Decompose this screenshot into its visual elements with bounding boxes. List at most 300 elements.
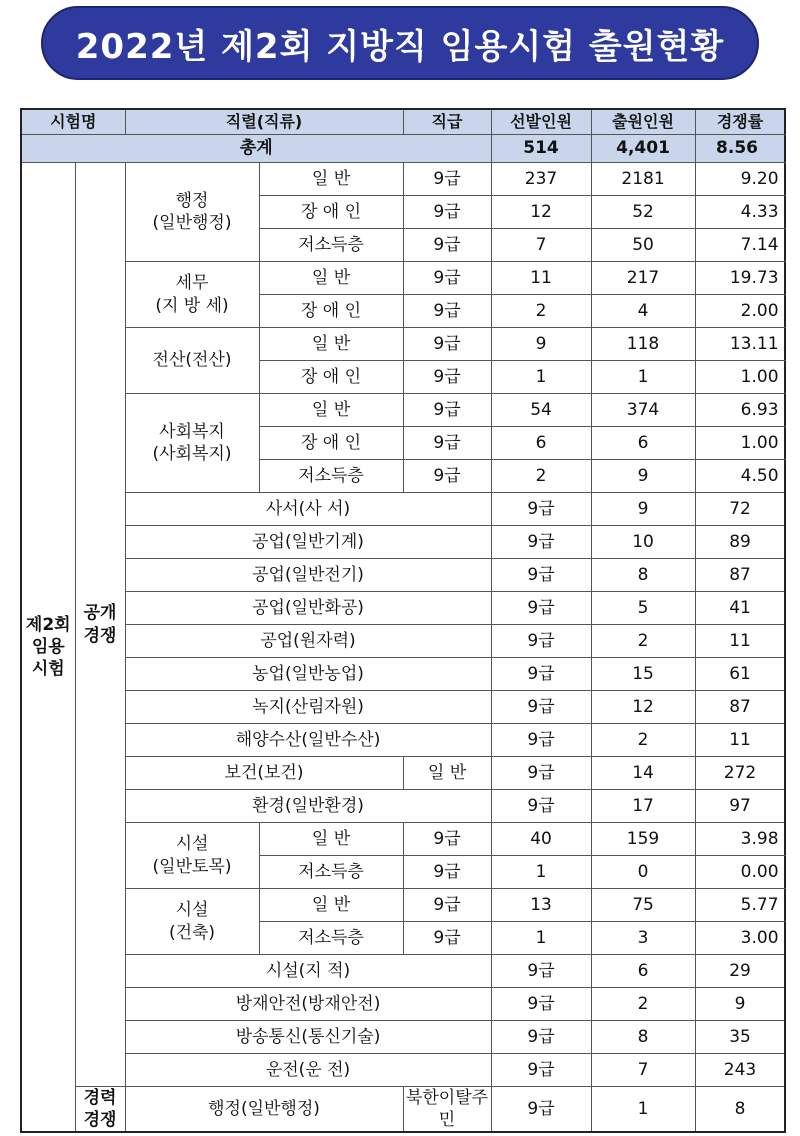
sub-type-cell-text: 일 반 xyxy=(427,762,467,783)
grade-cell-text: 9급 xyxy=(527,1026,555,1047)
applicants-cell xyxy=(591,163,695,196)
grade-cell-text: 9급 xyxy=(527,993,555,1014)
series-group-haengjeong xyxy=(125,163,259,262)
grade-cell-text: 9급 xyxy=(433,267,461,288)
grade-cell-text: 9급 xyxy=(433,927,461,948)
ratio-cell-text: 13.11 xyxy=(729,333,779,354)
ratio-cell-text: 7.14 xyxy=(740,234,779,255)
grade-cell-text: 9급 xyxy=(527,564,555,585)
applicants-cell-text: 11 xyxy=(729,630,751,651)
applicants-cell xyxy=(695,559,785,592)
sub-type-cell-text: 저소득층 xyxy=(298,927,364,948)
series-cell-text: 공업(원자력) xyxy=(260,630,356,651)
ratio-cell-text: 19.73 xyxy=(729,267,779,288)
selected-cell xyxy=(491,196,591,229)
table-row xyxy=(21,625,785,658)
applicants-cell-text: 29 xyxy=(729,960,751,981)
sub-type-cell xyxy=(259,922,403,955)
applicants-cell xyxy=(591,229,695,262)
selected-cell-text: 1 xyxy=(535,927,547,948)
applicants-cell xyxy=(591,823,695,856)
selected-cell-text: 7 xyxy=(535,234,547,255)
ratio-cell xyxy=(695,889,785,922)
applicants-cell-text: 217 xyxy=(626,267,660,288)
sub-type-cell xyxy=(259,427,403,460)
career-competition-label xyxy=(75,1087,125,1133)
series-cell xyxy=(125,1054,491,1087)
sub-type-cell-text: 장 애 인 xyxy=(300,201,362,222)
selected-cell xyxy=(591,559,695,592)
applicants-cell xyxy=(695,1087,785,1133)
series-cell-text: 방송통신(통신기술) xyxy=(235,1026,381,1047)
selected-cell-text: 2 xyxy=(637,729,649,750)
header-ratio: 경쟁률 xyxy=(695,109,785,135)
grade-cell-text: 9급 xyxy=(527,630,555,651)
ratio-cell-text: 3.98 xyxy=(740,828,779,849)
applicants-cell-text: 3 xyxy=(637,927,649,948)
series-group-sisul-geonchuk xyxy=(125,889,259,955)
selected-cell-text: 11 xyxy=(530,267,552,288)
grade-cell xyxy=(491,724,591,757)
grade-cell xyxy=(403,361,491,394)
sub-type-cell xyxy=(259,889,403,922)
applicants-cell-text: 11 xyxy=(729,729,751,750)
selected-cell-text: 2 xyxy=(637,630,649,651)
header-exam-name: 시험명 xyxy=(21,109,125,135)
selected-cell xyxy=(491,229,591,262)
applicants-cell-text: 8 xyxy=(734,1099,746,1120)
applicants-cell xyxy=(695,1021,785,1054)
series-cell xyxy=(125,658,491,691)
series-cell-text: 운전(운 전) xyxy=(265,1059,351,1080)
applicants-cell-text: 118 xyxy=(626,333,660,354)
applicants-cell xyxy=(591,295,695,328)
grade-cell xyxy=(491,1087,591,1133)
table-row xyxy=(21,1021,785,1054)
selected-cell xyxy=(591,724,695,757)
applicants-cell-text: 89 xyxy=(729,531,751,552)
selected-cell-text: 2 xyxy=(535,300,547,321)
grade-cell xyxy=(491,790,591,823)
selected-cell xyxy=(491,823,591,856)
grade-cell xyxy=(403,922,491,955)
sub-type-cell-text: 저소득층 xyxy=(298,465,364,486)
table-row xyxy=(21,691,785,724)
series-group-jeonsan-text: 전산(전산) xyxy=(152,350,232,371)
sub-type-cell-text: 장 애 인 xyxy=(300,432,362,453)
grade-cell xyxy=(491,559,591,592)
grade-cell xyxy=(403,196,491,229)
sub-type-cell-text: 일 반 xyxy=(311,894,351,915)
grade-cell xyxy=(491,526,591,559)
grade-cell xyxy=(403,262,491,295)
series-cell-text: 방재안전(방재안전) xyxy=(235,993,381,1014)
applicant-table xyxy=(20,108,786,1133)
ratio-cell xyxy=(695,460,785,493)
sub-type-cell-text: 일 반 xyxy=(311,267,351,288)
grade-cell-text: 9급 xyxy=(433,333,461,354)
series-group-sisul-geonchuk-text: 시설 (건축) xyxy=(168,900,216,943)
sub-type-cell-text: 장 애 인 xyxy=(300,300,362,321)
applicants-cell xyxy=(695,790,785,823)
grade-cell-text: 9급 xyxy=(527,762,555,783)
applicants-cell xyxy=(591,394,695,427)
applicants-cell-text: 6 xyxy=(637,432,649,453)
applicants-cell-text: 4 xyxy=(637,300,649,321)
grade-cell-text: 9급 xyxy=(433,894,461,915)
grade-cell-text: 9급 xyxy=(433,201,461,222)
ratio-cell xyxy=(695,295,785,328)
selected-cell-text: 237 xyxy=(524,168,558,189)
applicants-cell-text: 374 xyxy=(626,399,660,420)
grade-cell xyxy=(491,592,591,625)
grade-cell xyxy=(491,955,591,988)
selected-cell-text: 1 xyxy=(535,861,547,882)
applicants-cell xyxy=(591,856,695,889)
selected-cell xyxy=(591,757,695,790)
grade-cell xyxy=(491,1054,591,1087)
header-grade: 직급 xyxy=(403,109,491,135)
sub-type-cell-text: 저소득층 xyxy=(298,861,364,882)
sub-type-cell xyxy=(259,394,403,427)
table-row xyxy=(21,592,785,625)
selected-cell-text: 17 xyxy=(632,795,654,816)
grade-cell xyxy=(403,823,491,856)
ratio-cell-text: 4.50 xyxy=(740,465,779,486)
ratio-cell-text: 9.20 xyxy=(740,168,779,189)
series-group-semu xyxy=(125,262,259,328)
series-cell xyxy=(125,724,491,757)
series-cell xyxy=(125,757,403,790)
applicants-cell xyxy=(695,493,785,526)
applicants-cell xyxy=(695,658,785,691)
sub-type-cell xyxy=(403,1087,491,1133)
sub-type-cell xyxy=(259,163,403,196)
sub-type-cell xyxy=(259,856,403,889)
total-row xyxy=(21,135,785,163)
applicants-cell xyxy=(695,592,785,625)
sub-type-cell-text: 저소득층 xyxy=(298,234,364,255)
selected-cell-text: 7 xyxy=(637,1059,649,1080)
series-cell xyxy=(125,526,491,559)
ratio-cell xyxy=(695,856,785,889)
applicants-cell-text: 61 xyxy=(729,663,751,684)
sub-type-cell xyxy=(259,229,403,262)
applicants-cell-text: 0 xyxy=(637,861,649,882)
ratio-cell-text: 1.00 xyxy=(740,366,779,387)
applicants-cell-text: 50 xyxy=(632,234,654,255)
selected-cell xyxy=(591,625,695,658)
applicants-cell-text: 243 xyxy=(723,1059,757,1080)
series-cell-text: 사서(사 서) xyxy=(265,498,351,519)
selected-cell xyxy=(591,988,695,1021)
grade-cell xyxy=(491,691,591,724)
series-cell-text: 농업(일반농업) xyxy=(252,663,364,684)
grade-cell-text: 9급 xyxy=(433,828,461,849)
ratio-cell xyxy=(695,922,785,955)
applicants-cell-text: 272 xyxy=(723,762,757,783)
series-cell xyxy=(125,790,491,823)
series-cell xyxy=(125,1021,491,1054)
sub-type-cell xyxy=(259,295,403,328)
grade-cell xyxy=(403,460,491,493)
selected-cell-text: 40 xyxy=(530,828,552,849)
grade-cell xyxy=(403,295,491,328)
grade-cell xyxy=(403,163,491,196)
selected-cell xyxy=(591,955,695,988)
sub-type-cell xyxy=(259,196,403,229)
sub-type-cell-text: 일 반 xyxy=(311,399,351,420)
sub-type-cell xyxy=(259,328,403,361)
sub-type-cell-text: 일 반 xyxy=(311,168,351,189)
selected-cell-text: 9 xyxy=(637,498,649,519)
open-competition-label xyxy=(75,163,125,1087)
grade-cell xyxy=(403,889,491,922)
series-cell xyxy=(125,691,491,724)
grade-cell xyxy=(491,493,591,526)
ratio-cell xyxy=(695,394,785,427)
series-group-jeonsan xyxy=(125,328,259,394)
selected-cell-text: 1 xyxy=(637,1099,649,1120)
ratio-cell-text: 4.33 xyxy=(740,201,779,222)
series-group-sisul-tomok xyxy=(125,823,259,889)
grade-cell-text: 9급 xyxy=(527,960,555,981)
header-row xyxy=(21,109,785,135)
grade-cell xyxy=(491,1021,591,1054)
table-row xyxy=(21,1054,785,1087)
grade-cell-text: 9급 xyxy=(433,861,461,882)
series-cell-text: 보건(보건) xyxy=(224,762,304,783)
applicants-cell xyxy=(591,460,695,493)
ratio-cell-text: 2.00 xyxy=(740,300,779,321)
selected-cell-text: 6 xyxy=(535,432,547,453)
table-row xyxy=(21,823,785,856)
table-row xyxy=(21,889,785,922)
grade-cell-text: 9급 xyxy=(527,597,555,618)
applicants-cell-text: 87 xyxy=(729,696,751,717)
table-row xyxy=(21,394,785,427)
series-cell-text: 녹지(산림자원) xyxy=(252,696,364,717)
grade-cell-text: 9급 xyxy=(527,729,555,750)
grade-cell xyxy=(491,757,591,790)
header-selected: 선발인원 xyxy=(491,109,591,135)
series-cell-text: 해양수산(일반수산) xyxy=(235,729,381,750)
ratio-cell-text: 3.00 xyxy=(740,927,779,948)
ratio-cell xyxy=(695,229,785,262)
series-cell-text: 공업(일반전기) xyxy=(252,564,364,585)
sub-type-cell xyxy=(259,460,403,493)
series-cell xyxy=(125,592,491,625)
selected-cell xyxy=(591,790,695,823)
grade-cell-text: 9급 xyxy=(433,432,461,453)
applicants-cell-text: 75 xyxy=(632,894,654,915)
selected-cell xyxy=(591,1054,695,1087)
selected-cell-text: 12 xyxy=(530,201,552,222)
series-cell-text: 공업(일반화공) xyxy=(252,597,364,618)
selected-cell-text: 5 xyxy=(637,597,649,618)
total-applicants: 4,401 xyxy=(591,135,695,163)
applicants-cell xyxy=(591,889,695,922)
grade-cell-text: 9급 xyxy=(433,399,461,420)
selected-cell xyxy=(491,922,591,955)
table-row xyxy=(21,262,785,295)
selected-cell-text: 54 xyxy=(530,399,552,420)
series-cell xyxy=(125,559,491,592)
selected-cell xyxy=(491,460,591,493)
sub-type-cell-text: 장 애 인 xyxy=(300,366,362,387)
applicants-cell-text: 2181 xyxy=(621,168,665,189)
applicants-cell xyxy=(695,988,785,1021)
series-cell xyxy=(125,493,491,526)
grade-cell xyxy=(403,856,491,889)
applicants-cell-text: 41 xyxy=(729,597,751,618)
series-cell-text: 환경(일반환경) xyxy=(252,795,364,816)
grade-cell-text: 9급 xyxy=(527,696,555,717)
page-title: 2022년 제2회 지방직 임용시험 출원현황 xyxy=(41,6,759,80)
grade-cell xyxy=(403,394,491,427)
applicants-cell xyxy=(695,625,785,658)
selected-cell-text: 10 xyxy=(632,531,654,552)
table-row xyxy=(21,1087,785,1133)
open-competition-label-text: 공개 경쟁 xyxy=(83,603,117,646)
selected-cell xyxy=(491,328,591,361)
exam-label-text: 제2회 임용 시험 xyxy=(25,614,71,680)
total-ratio: 8.56 xyxy=(695,135,785,163)
selected-cell xyxy=(491,856,591,889)
selected-cell-text: 8 xyxy=(637,564,649,585)
grade-cell xyxy=(403,427,491,460)
grade-cell xyxy=(491,658,591,691)
ratio-cell xyxy=(695,427,785,460)
series-group-bokji-text: 사회복지 (사회복지) xyxy=(152,421,232,464)
applicants-cell-text: 159 xyxy=(626,828,660,849)
selected-cell xyxy=(591,493,695,526)
selected-cell xyxy=(491,361,591,394)
ratio-cell-text: 0.00 xyxy=(740,861,779,882)
series-cell-text: 행정(일반행정) xyxy=(208,1099,320,1120)
applicants-cell xyxy=(695,1054,785,1087)
selected-cell-text: 8 xyxy=(637,1026,649,1047)
table-row xyxy=(21,988,785,1021)
applicants-cell xyxy=(591,427,695,460)
exam-label xyxy=(21,163,75,1133)
table-row xyxy=(21,757,785,790)
ratio-cell xyxy=(695,823,785,856)
grade-cell-text: 9급 xyxy=(433,234,461,255)
grade-cell xyxy=(491,988,591,1021)
table-row xyxy=(21,526,785,559)
applicants-cell xyxy=(591,262,695,295)
selected-cell xyxy=(591,1087,695,1133)
career-competition-label-text: 경력 경쟁 xyxy=(83,1088,117,1131)
selected-cell-text: 14 xyxy=(632,762,654,783)
selected-cell xyxy=(491,427,591,460)
selected-cell xyxy=(491,889,591,922)
selected-cell xyxy=(591,658,695,691)
table-row xyxy=(21,559,785,592)
sub-type-cell xyxy=(259,361,403,394)
grade-cell-text: 9급 xyxy=(433,300,461,321)
ratio-cell xyxy=(695,328,785,361)
selected-cell-text: 2 xyxy=(637,993,649,1014)
applicants-cell-text: 87 xyxy=(729,564,751,585)
selected-cell xyxy=(591,526,695,559)
sub-type-cell xyxy=(259,262,403,295)
selected-cell-text: 9 xyxy=(535,333,547,354)
grade-cell-text: 9급 xyxy=(527,663,555,684)
applicants-cell-text: 9 xyxy=(734,993,746,1014)
ratio-cell-text: 5.77 xyxy=(740,894,779,915)
applicants-cell-text: 97 xyxy=(729,795,751,816)
table-row xyxy=(21,658,785,691)
header-series: 직렬(직류) xyxy=(125,109,403,135)
sub-type-cell xyxy=(403,757,491,790)
series-group-sisul-tomok-text: 시설 (일반토목) xyxy=(152,834,232,877)
series-cell xyxy=(125,988,491,1021)
applicants-cell xyxy=(695,955,785,988)
selected-cell xyxy=(491,163,591,196)
ratio-cell xyxy=(695,196,785,229)
grade-cell xyxy=(403,229,491,262)
series-group-haengjeong-text: 행정 (일반행정) xyxy=(152,190,232,233)
selected-cell xyxy=(491,262,591,295)
sub-type-cell-text: 북한이탈주민 xyxy=(405,1088,489,1131)
applicants-cell-text: 72 xyxy=(729,498,751,519)
applicants-cell-text: 9 xyxy=(637,465,649,486)
total-label: 총계 xyxy=(21,135,491,163)
grade-cell-text: 9급 xyxy=(527,1099,555,1120)
series-cell xyxy=(125,1087,403,1133)
selected-cell xyxy=(591,691,695,724)
header-applicants: 출원인원 xyxy=(591,109,695,135)
table-row xyxy=(21,493,785,526)
selected-cell xyxy=(591,592,695,625)
selected-cell-text: 15 xyxy=(632,663,654,684)
grade-cell-text: 9급 xyxy=(433,366,461,387)
grade-cell-text: 9급 xyxy=(433,168,461,189)
applicants-cell xyxy=(591,328,695,361)
series-group-bokji xyxy=(125,394,259,493)
selected-cell xyxy=(491,295,591,328)
grade-cell xyxy=(491,625,591,658)
ratio-cell xyxy=(695,163,785,196)
applicants-cell xyxy=(591,196,695,229)
total-selected: 514 xyxy=(491,135,591,163)
applicants-cell-text: 52 xyxy=(632,201,654,222)
grade-cell-text: 9급 xyxy=(433,465,461,486)
series-cell-text: 시설(지 적) xyxy=(265,960,351,981)
ratio-cell xyxy=(695,262,785,295)
selected-cell xyxy=(591,1021,695,1054)
series-cell-text: 공업(일반기계) xyxy=(252,531,364,552)
series-group-semu-text: 세무 (지 방 세) xyxy=(155,273,229,316)
applicants-cell xyxy=(695,757,785,790)
ratio-cell-text: 6.93 xyxy=(740,399,779,420)
applicants-cell xyxy=(695,724,785,757)
selected-cell xyxy=(491,394,591,427)
sub-type-cell-text: 일 반 xyxy=(311,333,351,354)
grade-cell-text: 9급 xyxy=(527,795,555,816)
selected-cell-text: 2 xyxy=(535,465,547,486)
applicants-cell xyxy=(695,526,785,559)
selected-cell-text: 13 xyxy=(530,894,552,915)
grade-cell xyxy=(403,328,491,361)
ratio-cell xyxy=(695,361,785,394)
selected-cell-text: 6 xyxy=(637,960,649,981)
applicants-cell xyxy=(591,922,695,955)
grade-cell-text: 9급 xyxy=(527,531,555,552)
table-row xyxy=(21,790,785,823)
